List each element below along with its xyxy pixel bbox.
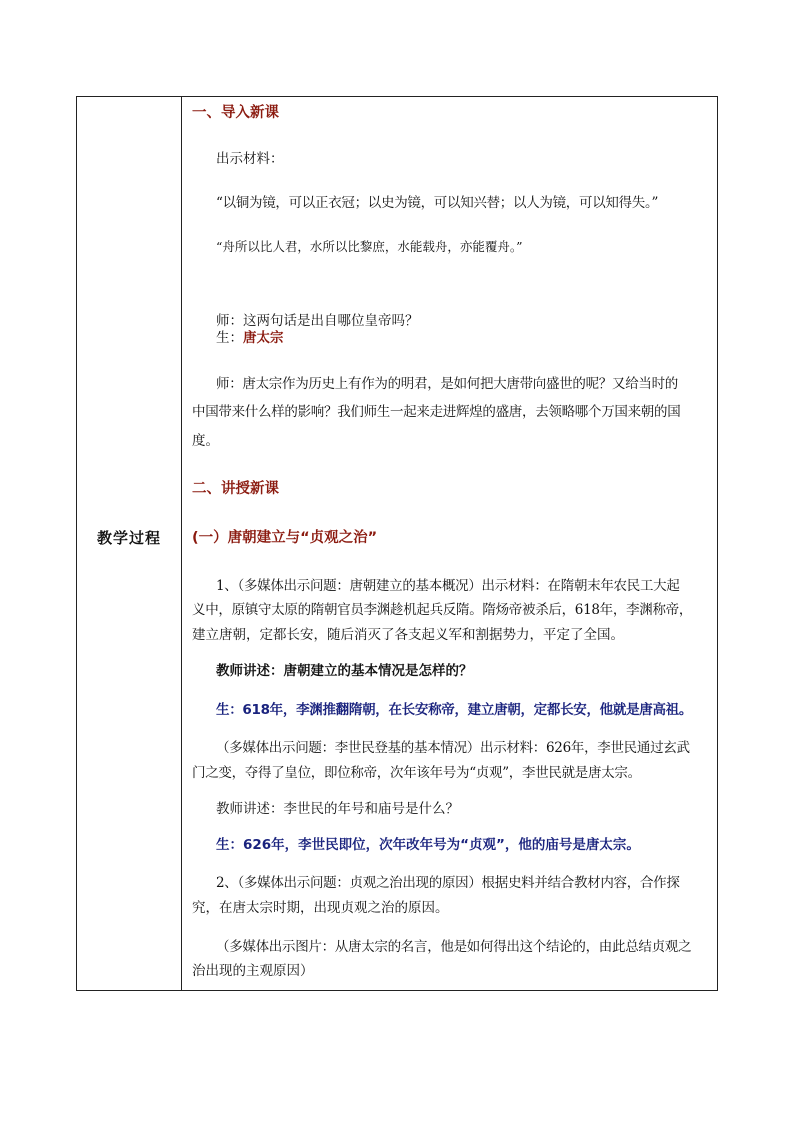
row-label-cell bbox=[77, 97, 181, 990]
student-answer-2: 生：626年，李世民即位，次年改年号为“贞观”，他的庙号是唐太宗。 bbox=[216, 837, 640, 853]
item2-line-2: 究，在唐太宗时期，出现贞观之治的原因。 bbox=[192, 900, 449, 916]
teacher-paragraph-line-1: 师：唐太宗作为历史上有作为的明君，是如何把大唐带向盛世的呢？又给当时的 bbox=[216, 376, 678, 392]
show-material-text: 出示材料： bbox=[216, 151, 284, 167]
lecture-heading: 二、讲授新课 bbox=[192, 481, 279, 497]
lesson-table bbox=[76, 96, 718, 991]
item1-line-2: 义中，原镇守太原的隋朝官员李渊趁机起兵反隋。隋炀帝被杀后，618年，李渊称帝， bbox=[192, 602, 693, 618]
teacher-question-2: 教师讲述：李世民的年号和庙号是什么？ bbox=[216, 801, 459, 817]
student-prefix: 生： bbox=[216, 330, 243, 346]
teacher-question-intro: 师：这两句话是出自哪位皇帝吗？ bbox=[216, 313, 419, 329]
item3-line-1: （多媒体出示图片：从唐太宗的名言，他是如何得出这个结论的，由此总结贞观之 bbox=[216, 939, 692, 955]
student-answer-text: 唐太宗 bbox=[243, 330, 284, 346]
content-cell bbox=[182, 97, 717, 990]
item1-line-1: 1、（多媒体出示问题：唐朝建立的基本概况）出示材料：在隋朝末年农民工大起 bbox=[216, 578, 680, 594]
item1-line-3: 建立唐朝，定都长安，随后消灭了各支起义军和割据势力，平定了全国。 bbox=[192, 627, 624, 643]
teacher-paragraph-line-3: 度。 bbox=[192, 433, 219, 449]
student-answer-1: 生：618年，李渊推翻隋朝，在长安称帝，建立唐朝，定都长安，他就是唐高祖。 bbox=[216, 702, 693, 718]
student-answer-intro bbox=[216, 328, 284, 348]
item2-line-1: 2、（多媒体出示问题：贞观之治出现的原因）根据史料并结合教材内容，合作探 bbox=[216, 875, 680, 891]
teacher-question-1: 教师讲述：唐朝建立的基本情况是怎样的？ bbox=[216, 663, 473, 679]
lecture-subheading: (一）唐朝建立与“贞观之治” bbox=[192, 530, 378, 546]
intro-heading: 一、导入新课 bbox=[192, 105, 279, 121]
quote-1: “以铜为镜，可以正衣冠；以史为镜，可以知兴替；以人为镜，可以知得失。” bbox=[216, 195, 659, 211]
teacher-paragraph-line-2: 中国带来什么样的影响？我们师生一起来走进辉煌的盛唐，去领略哪个万国来朝的国 bbox=[192, 404, 681, 420]
row-label: 教学过程 bbox=[96, 529, 161, 547]
item3-line-2: 治出现的主观原因） bbox=[192, 963, 314, 979]
quote-2: “舟所以比人君，水所以比黎庶，水能载舟，亦能覆舟。” bbox=[216, 239, 523, 254]
material2-line-1: （多媒体出示问题：李世民登基的基本情况）出示材料：626年，李世民通过玄武 bbox=[216, 740, 690, 756]
material2-line-2: 门之变，夺得了皇位，即位称帝，次年该年号为“贞观”，李世民就是唐太宗。 bbox=[192, 765, 641, 781]
